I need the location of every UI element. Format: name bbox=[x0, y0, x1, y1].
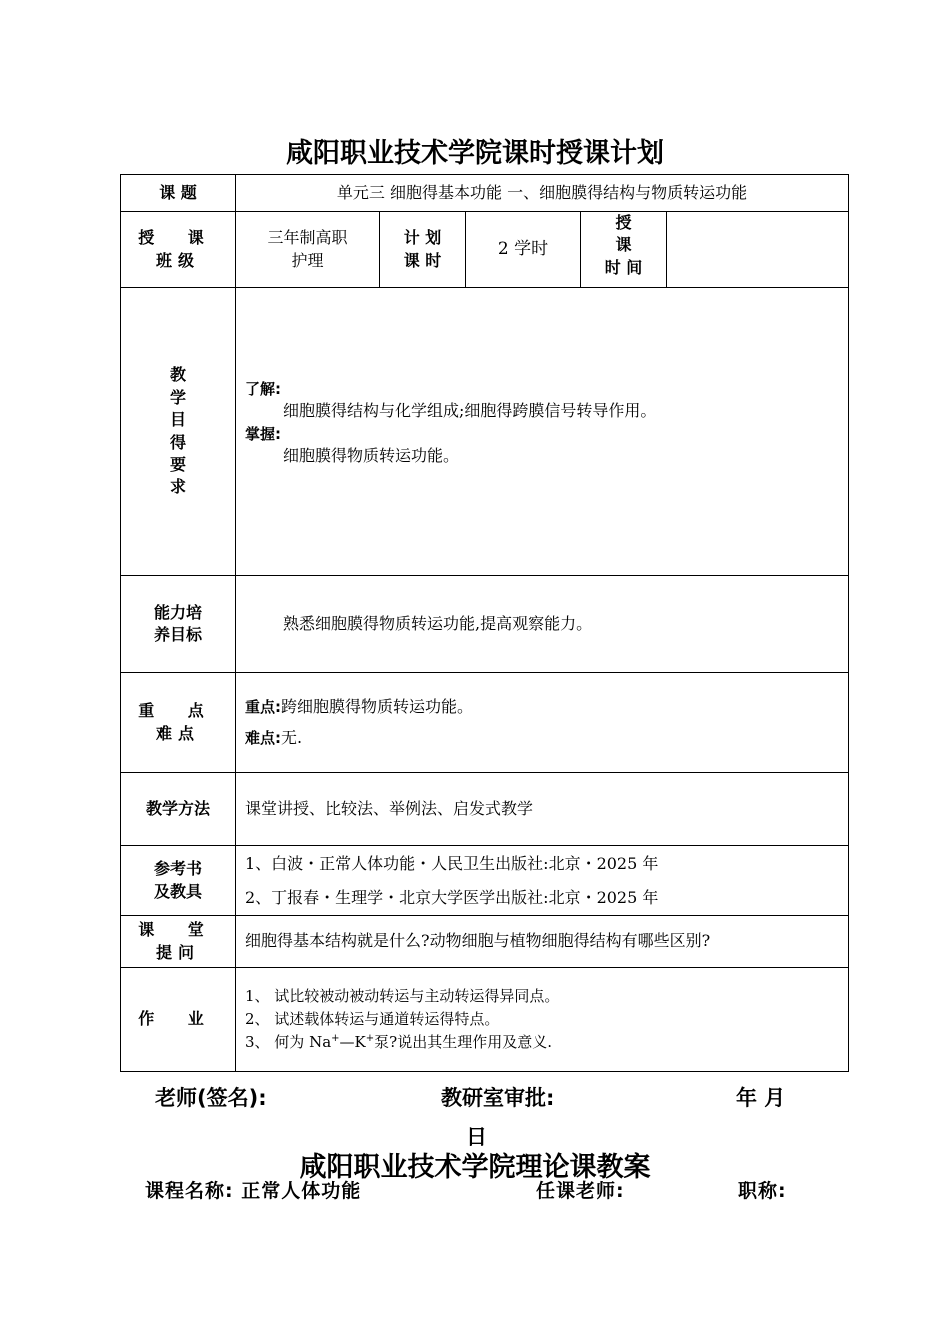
homework-item-2: 2、 试述载体转运与通道转运得特点。 bbox=[245, 1009, 500, 1028]
lesson-title: 咸阳职业技术学院理论课教案 bbox=[299, 1152, 651, 1183]
teacher-label: 任课老师: bbox=[536, 1180, 625, 1202]
reference-item: 2、丁报春・生理学・北京大学医学出版社:北京・2025 年 bbox=[245, 887, 659, 907]
key-label: 重点: bbox=[245, 698, 281, 717]
day-label: 日 bbox=[466, 1125, 487, 1149]
questions-label: 课 堂 提问 bbox=[121, 916, 236, 968]
objectives-content bbox=[236, 288, 849, 576]
reference-item: 1、白波・正常人体功能・人民卫生出版社:北京・2025 年 bbox=[245, 853, 659, 873]
references-label: 参考书 及教具 bbox=[121, 846, 236, 916]
row-objectives bbox=[121, 288, 849, 576]
key-points-content bbox=[236, 673, 849, 773]
class-value: 三年制高职 护理 bbox=[236, 212, 380, 288]
homework-label: 作 业 bbox=[121, 968, 236, 1072]
row-questions bbox=[121, 916, 849, 968]
method-text: 课堂讲授、比较法、举例法、启发式教学 bbox=[236, 773, 849, 846]
ability-text: 熟悉细胞膜得物质转运功能,提高观察能力。 bbox=[283, 613, 593, 633]
homework-content bbox=[236, 968, 849, 1072]
teacher-signature-label: 老师(签名): bbox=[155, 1086, 267, 1110]
row-key-points bbox=[121, 673, 849, 773]
row-homework bbox=[121, 968, 849, 1072]
ability-label: 能力培 养目标 bbox=[121, 576, 236, 673]
key-points-label: 重 点 难点 bbox=[121, 673, 236, 773]
topic-label: 课 题 bbox=[121, 175, 236, 212]
questions-text: 细胞得基本结构就是什么?动物细胞与植物细胞得结构有哪些区别? bbox=[236, 916, 849, 968]
planned-hours-value: 2 学时 bbox=[466, 212, 581, 288]
difficult-label: 难点: bbox=[245, 728, 281, 747]
plan-title: 咸阳职业技术学院课时授课计划 bbox=[286, 138, 664, 169]
row-ability bbox=[121, 576, 849, 673]
homework-item-3: 3、 何为 Na+—K+泵?说出其生理作用及意义. bbox=[245, 1033, 552, 1052]
objectives-label: 教 学 目 得 要 求 bbox=[121, 288, 236, 576]
topic-value: 单元三 细胞得基本功能 一、细胞膜得结构与物质转运功能 bbox=[236, 175, 849, 212]
rank-label: 职称: bbox=[738, 1180, 787, 1202]
row-topic bbox=[121, 175, 849, 212]
teaching-time-label: 授 课 时 间 bbox=[581, 212, 667, 288]
year-month-label: 年 月 bbox=[736, 1086, 786, 1110]
class-label: 授 课 班级 bbox=[121, 212, 236, 288]
teaching-time-value bbox=[667, 212, 849, 288]
references-content bbox=[236, 846, 849, 916]
lesson-plan-table bbox=[120, 174, 849, 1072]
row-method bbox=[121, 773, 849, 846]
key-text: 跨细胞膜得物质转运功能。 bbox=[281, 697, 474, 717]
planned-hours-label: 计 划 课 时 bbox=[380, 212, 466, 288]
course-name: 课程名称: 正常人体功能 bbox=[145, 1180, 362, 1202]
homework-item-1: 1、 试比较被动被动转运与主动转运得异同点。 bbox=[245, 986, 560, 1005]
understand-text: 细胞膜得结构与化学组成;细胞得跨膜信号转导作用。 bbox=[283, 401, 657, 421]
master-text: 细胞膜得物质转运功能。 bbox=[283, 445, 460, 465]
row-class bbox=[121, 212, 849, 288]
row-references bbox=[121, 846, 849, 916]
understand-label: 了解: bbox=[245, 379, 281, 398]
master-label: 掌握: bbox=[245, 424, 281, 443]
method-label: 教学方法 bbox=[121, 773, 236, 846]
office-review-label: 教研室审批: bbox=[441, 1086, 555, 1110]
difficult-text: 无. bbox=[281, 727, 303, 747]
ability-content bbox=[236, 576, 849, 673]
